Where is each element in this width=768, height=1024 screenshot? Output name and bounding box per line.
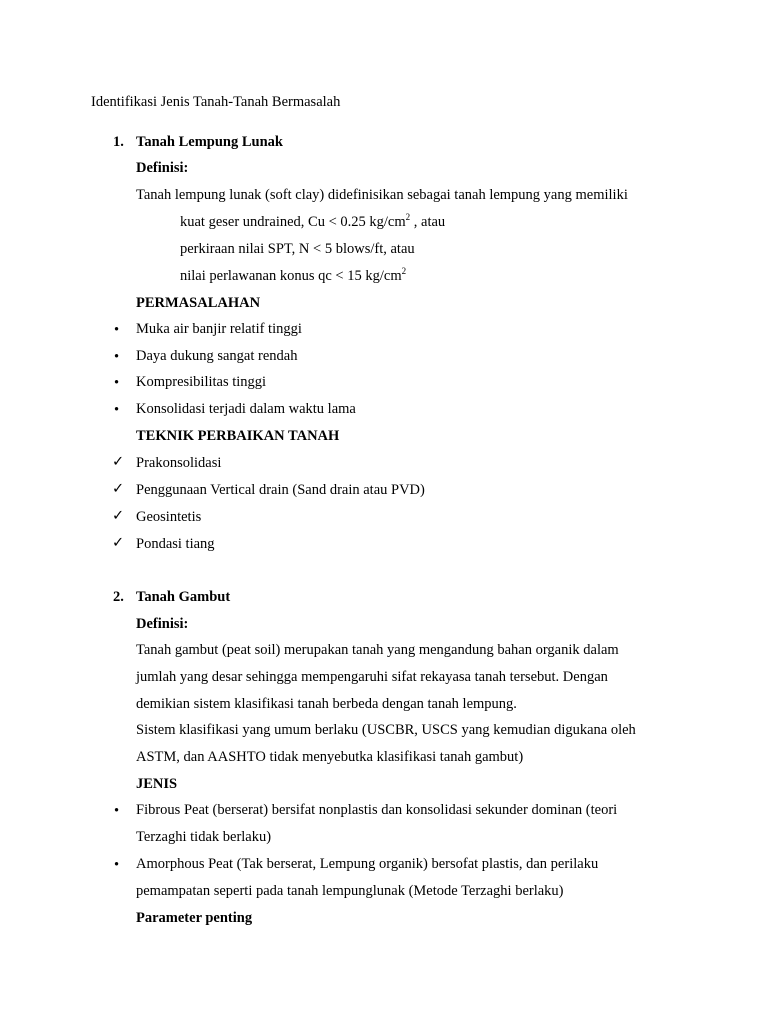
bullet-icon: • xyxy=(114,322,120,338)
section-1-definition-text: Tanah lempung lunak (soft clay) didefinisikan sebagai tanah lempung yang memiliki xyxy=(136,187,628,203)
section-2-heading: Tanah Gambut xyxy=(136,589,231,605)
criterion-spt: perkiraan nilai SPT, N < 5 blows/ft, atau xyxy=(180,241,415,257)
problem-item: Daya dukung sangat rendah xyxy=(136,348,298,364)
section-2-number: 2. xyxy=(113,589,124,605)
checkmark-icon: ✓ xyxy=(112,481,125,497)
type-item-line: Terzaghi tidak berlaku) xyxy=(136,829,272,845)
criterion-cone-resistance: nilai perlawanan konus qc < 15 $kg/cm^2$ xyxy=(180,266,407,284)
checkmark-icon: ✓ xyxy=(112,454,125,470)
section-1-definition-label: Definisi: xyxy=(136,160,189,176)
checkmark-icon: ✓ xyxy=(112,535,125,551)
technique-item: Penggunaan Vertical drain (Sand drain atau PVD) xyxy=(136,482,425,498)
section-1-heading: Tanah Lempung Lunak xyxy=(136,134,283,150)
type-item-line: Fibrous Peat (berserat) bersifat nonplastis dan konsolidasi sekunder dominan (teori xyxy=(136,802,618,818)
section-2-definition-line: demikian sistem klasifikasi tanah berbeda dengan tanah lempung. xyxy=(136,696,517,712)
type-item-line: Amorphous Peat (Tak berserat, Lempung organik) bersofat plastis, dan perilaku xyxy=(136,856,599,872)
bullet-icon: • xyxy=(114,375,120,391)
bullet-icon: • xyxy=(114,402,120,418)
bullet-icon: • xyxy=(114,349,120,365)
types-heading: JENIS xyxy=(136,776,178,792)
section-2-definition-label: Definisi: xyxy=(136,616,189,632)
problem-item: Kompresibilitas tinggi xyxy=(136,374,267,390)
section-2-definition-line: Tanah gambut (peat soil) merupakan tanah yang mengandung bahan organik dalam xyxy=(136,642,619,658)
technique-item: Pondasi tiang xyxy=(136,536,215,552)
page-title: Identifikasi Jenis Tanah-Tanah Bermasalah xyxy=(91,94,341,110)
type-item-line: pemampatan seperti pada tanah lempunglunak (Metode Terzaghi berlaku) xyxy=(136,883,564,899)
technique-heading: TEKNIK PERBAIKAN TANAH xyxy=(136,428,340,444)
technique-item: Geosintetis xyxy=(136,509,202,525)
bullet-icon: • xyxy=(114,857,120,873)
section-1-number: 1. xyxy=(113,134,124,150)
problems-heading: PERMASALAHAN xyxy=(136,295,261,311)
section-2-definition-line: Sistem klasifikasi yang umum berlaku (USCBR, USCS yang kemudian digukana oleh xyxy=(136,722,636,738)
section-2-definition-line: ASTM, dan AASHTO tidak menyebutka klasifikasi tanah gambut) xyxy=(136,749,524,765)
technique-item: Prakonsolidasi xyxy=(136,455,222,471)
bullet-icon: • xyxy=(114,803,120,819)
checkmark-icon: ✓ xyxy=(112,508,125,524)
section-2-definition-line: jumlah yang desar sehingga mempengaruhi sifat rekayasa tanah tersebut. Dengan xyxy=(136,669,608,685)
problem-item: Konsolidasi terjadi dalam waktu lama xyxy=(136,401,356,417)
criterion-shear-strength: kuat geser undrained, Cu < 0.25 $kg/cm^2$ , atau xyxy=(180,212,446,230)
parameters-heading: Parameter penting xyxy=(136,910,253,926)
problem-item: Muka air banjir relatif tinggi xyxy=(136,321,302,337)
